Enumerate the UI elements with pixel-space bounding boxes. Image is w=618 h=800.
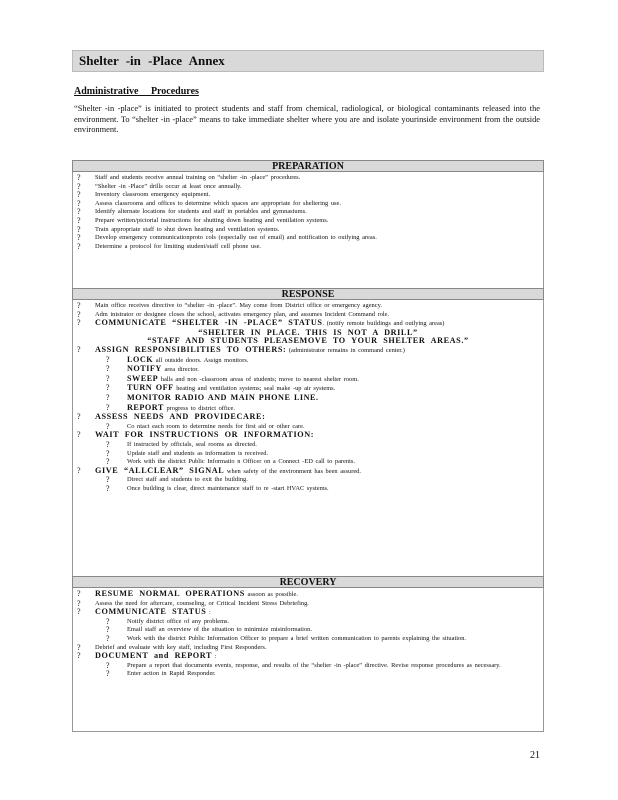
sub-list-item: ? Once building is clear, direct maintenance staff to re -start HVAC systems. — [106, 483, 329, 493]
bullet-icon: ? — [106, 616, 110, 626]
sub-list-item: ? Direct staff and students to exit the building. — [106, 475, 248, 485]
list-item: ? Debrief and evaluate with key staff, including First Responders. — [77, 642, 267, 652]
bullet-icon: ? — [106, 633, 110, 643]
bullet-icon: ? — [77, 301, 81, 310]
bullet-icon: ? — [106, 439, 110, 449]
bullet-icon: ? — [106, 625, 110, 635]
bullet-icon: ? — [77, 233, 81, 243]
bullet-icon: ? — [77, 241, 81, 251]
list-item: ? Main office receives directive to “shelter -in -place”. May come from District office or emergency agency. — [77, 301, 382, 310]
bullet-icon: ? — [77, 318, 81, 328]
list-item: ? RESUME NORMAL OPERATIONS assoon as possible. — [77, 589, 298, 598]
sub-list-item: ? NOTIFY area director. — [106, 364, 199, 374]
bullet-icon: ? — [77, 198, 81, 208]
bullet-icon: ? — [106, 483, 110, 493]
sub-list-item: ? Work with the district Public Information Officer to prepare a brief written communication to parents explaining the situation. — [106, 633, 467, 643]
list-item: ? Inventory classroom emergency equipment. — [77, 190, 211, 200]
list-item: ? “Shelter -in -Place” drills occur at least once annually. — [77, 181, 242, 191]
preparation-heading: PREPARATION — [72, 160, 544, 172]
bullet-icon: ? — [106, 354, 110, 364]
bullet-icon: ? — [106, 402, 110, 412]
bullet-icon: ? — [77, 344, 81, 354]
response-heading: RESPONSE — [72, 288, 544, 300]
bullet-icon: ? — [106, 373, 110, 383]
bullet-icon: ? — [106, 475, 110, 485]
bullet-icon: ? — [106, 364, 110, 374]
bullet-icon: ? — [77, 207, 81, 217]
list-item: ? Prepare written/pictorial instructions for shutting down heating and ventilation systems. — [77, 215, 329, 225]
sub-list-item: ? Email staff an overview of the situation to minimize misinformation. — [106, 625, 312, 635]
sub-list-item: ? TURN OFF heating and ventilation systems; seal make -up air systems. — [106, 383, 336, 393]
sub-list-item: ? Enter action in Rapid Responder. — [106, 669, 216, 679]
list-item: ? Train appropriate staff to shut down heating and ventilation systems. — [77, 224, 280, 234]
page-number: 21 — [530, 750, 540, 761]
sub-list-item: ? Prepare a report that documents events, response, and results of the “shelter -in -place” directive. Revise response procedures as necessary. — [106, 660, 501, 670]
sub-list-item: ? REPORT progress to district office. — [106, 402, 235, 412]
announcement-line: “STAFF AND STUDENTS PLEASEMOVE TO YOUR SHELTER AREAS.” — [147, 336, 469, 346]
list-item: ? Determine a protocol for limiting student/staff cell phone use. — [77, 241, 262, 251]
section-subtitle: Administrative Procedures — [74, 86, 199, 97]
list-item: ? COMMUNICATE STATUS : — [77, 607, 211, 617]
sub-list-item: ? If instructed by officials, seal rooms as directed. — [106, 439, 257, 449]
intro-paragraph: “Shelter -in -place” is initiated to protect students and staff from chemical, radiological, or biological contaminants released into the environment. To “shelter -in -place” means to take immediate shelter where you are and isolate yourinside environment from the outside environment. — [74, 104, 540, 135]
list-item: ? COMMUNICATE “SHELTER -IN -PLACE” STATUS. (notify remote buildings and outlying areas) — [77, 318, 445, 328]
list-item: ? Assess classrooms and offices to determine which spaces are appropriate for sheltering use. — [77, 198, 341, 208]
sub-list-item: ? Notify district office of any problems. — [106, 616, 230, 626]
sub-list-item: ? Work with the district Public Informatio n Officer on a Connect -ED call to parents. — [106, 457, 355, 467]
list-item: ? Adm inistrator or designee closes the school, activates emergency plan, and assumes Incident Command role. — [77, 309, 390, 319]
bullet-icon: ? — [106, 457, 110, 467]
response-list — [72, 302, 544, 493]
recovery-heading: RECOVERY — [72, 576, 544, 588]
bullet-icon: ? — [77, 215, 81, 225]
bullet-icon: ? — [106, 421, 110, 431]
list-item: ? ASSIGN RESPONSIBILITIES TO OTHERS: (administrator remains in command center.) — [77, 344, 405, 354]
preparation-list — [72, 174, 544, 251]
bullet-icon: ? — [77, 181, 81, 191]
bullet-icon: ? — [77, 589, 81, 598]
bullet-icon: ? — [77, 598, 81, 608]
page-title: Shelter -in -Place Annex — [79, 53, 225, 68]
list-item: ? DOCUMENT and REPORT : — [77, 651, 217, 661]
list-item: ? Identify alternate locations for students and staff in portables and gymnasiums. — [77, 207, 307, 217]
bullet-icon: ? — [106, 660, 110, 670]
bullet-icon: ? — [77, 642, 81, 652]
title-bar — [72, 50, 544, 72]
list-item: ? ASSESS NEEDS AND PROVIDECARE: — [77, 412, 266, 422]
bullet-icon: ? — [106, 669, 110, 679]
bullet-icon: ? — [77, 465, 81, 475]
sub-list-item: ? MONITOR RADIO AND MAIN PHONE LINE. — [106, 392, 319, 402]
bullet-icon: ? — [77, 173, 81, 182]
list-item: ? GIVE “ALLCLEAR” SIGNAL when safety of the environment has been assured. — [77, 465, 361, 475]
sub-list-item: ? Co ntact each room to determine needs for first aid or other care. — [106, 421, 305, 431]
list-item: ? Develop emergency communicationproto cols (especially use of email) and notification to outlying areas. — [77, 233, 377, 243]
bullet-icon: ? — [77, 607, 81, 617]
bullet-icon: ? — [106, 448, 110, 458]
sub-list-item: ? Update staff and students as information is received. — [106, 448, 269, 458]
recovery-list — [72, 590, 544, 679]
sub-list-item: ? LOCK all outside doors. Assign monitors. — [106, 354, 249, 364]
bullet-icon: ? — [77, 430, 81, 440]
list-item: ? WAIT FOR INSTRUCTIONS OR INFORMATION: — [77, 430, 315, 440]
list-item: ? Staff and students receive annual training on “shelter -in -place” procedures. — [77, 173, 301, 182]
bullet-icon: ? — [77, 412, 81, 422]
bullet-icon: ? — [77, 224, 81, 234]
list-item: ? Assess the need for aftercare, counseling, or Critical Incident Stress Debriefing. — [77, 598, 309, 608]
bullet-icon: ? — [77, 309, 81, 319]
bullet-icon: ? — [77, 651, 81, 661]
bullet-icon: ? — [106, 383, 110, 393]
sub-list-item: ? SWEEP halls and non -classroom areas of students; move to nearest shelter room. — [106, 373, 359, 383]
announcement-line: “SHELTER IN PLACE. THIS IS NOT A DRILL” — [198, 327, 418, 337]
bullet-icon: ? — [77, 190, 81, 200]
bullet-icon: ? — [106, 392, 110, 402]
